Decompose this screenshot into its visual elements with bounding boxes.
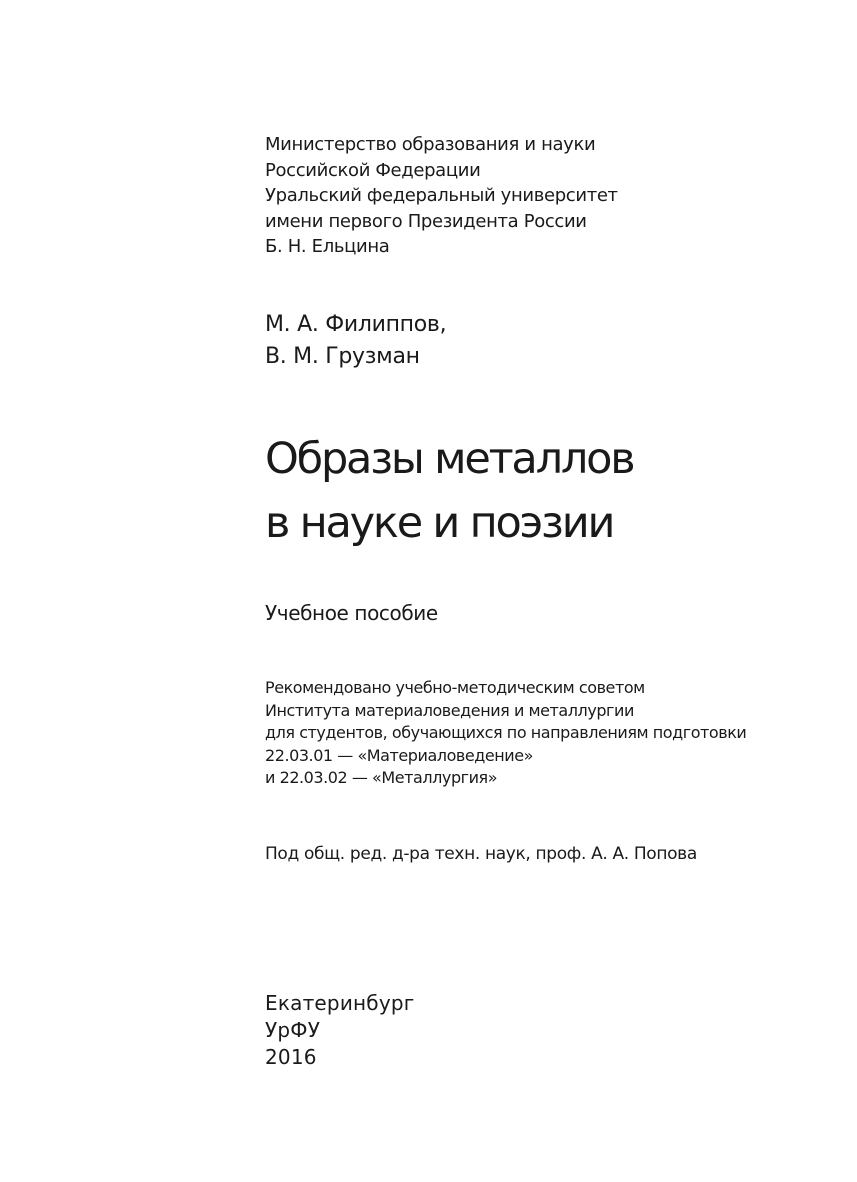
book-title — [265, 427, 633, 555]
university-line: Уральский федеральный университет — [265, 185, 618, 206]
recommendation-line: Института материаловедения и металлургии — [265, 700, 634, 720]
imprint-block — [265, 990, 414, 1071]
ministry-block — [265, 132, 618, 260]
author-name: М. А. Филиппов, — [265, 312, 447, 337]
imprint-city: Екатеринбург — [265, 991, 415, 1015]
book-genre: Учебное пособие — [265, 601, 438, 625]
recommendation-line: Рекомендовано учебно-методическим советом — [265, 678, 645, 697]
recommendation-line: для студентов, обучающихся по направлениям подготовки — [265, 723, 747, 742]
imprint-year: 2016 — [265, 1045, 317, 1069]
editor-line: Под общ. ред. д-ра техн. наук, проф. А. А. Попова — [265, 844, 697, 864]
imprint-publisher: УрФУ — [265, 1018, 321, 1042]
author-name: В. М. Грузман — [265, 344, 420, 369]
recommendation-line: 22.03.01 — «Материаловедение» — [265, 745, 533, 765]
ministry-line: Министерство образования и науки — [265, 134, 596, 155]
ministry-line: Российской Федерации — [265, 159, 481, 181]
recommendation-block — [265, 677, 746, 790]
book-title-line: в науке и поэзии — [265, 498, 614, 548]
book-title-line: Образы металлов — [265, 434, 634, 484]
authors-block — [265, 309, 446, 373]
recommendation-line: и 22.03.02 — «Металлургия» — [265, 768, 498, 787]
university-line: Б. Н. Ельцина — [265, 236, 390, 257]
university-line: имени первого Президента России — [265, 210, 587, 232]
